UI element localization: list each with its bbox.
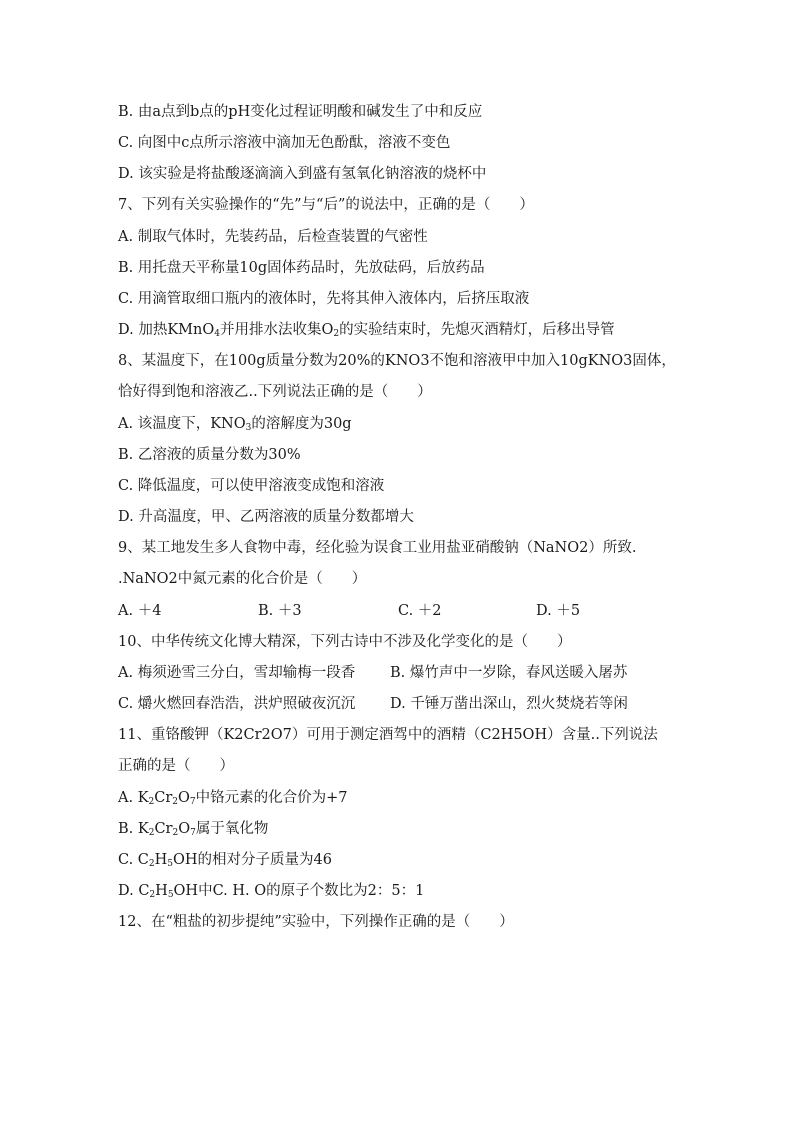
text-segment: OH中C. H. O的原子个数比为2：5：1 — [173, 883, 425, 899]
text-segment: H — [154, 852, 168, 868]
text-segment: Cr — [154, 790, 173, 806]
text-segment: O — [178, 790, 190, 806]
subscript: 2 — [148, 828, 155, 838]
q8-option-d: D. 升高温度，甲、乙两溶液的质量分数都增大 — [118, 509, 414, 525]
text-segment: A. 该温度下，KNO — [118, 416, 246, 432]
subscript: 2 — [148, 797, 155, 807]
q11-option-b — [118, 817, 678, 841]
q8-option-b: B. 乙溶液的质量分数为30% — [118, 447, 301, 463]
q6-option-b: B. 由a点到b点的pH变化过程证明酸和碱发生了中和反应 — [118, 104, 483, 120]
q11-option-a — [118, 786, 678, 810]
subscript: 2 — [333, 329, 340, 339]
q10-option-c: C. 爝火燃回春浩浩，洪炉照破夜沉沉 — [118, 696, 356, 712]
subscript: 5 — [167, 859, 174, 869]
text-segment: 的溶解度为30g — [251, 416, 352, 432]
subscript: 4 — [214, 329, 220, 339]
text-segment: O — [178, 821, 191, 837]
q9-stem-line1: 9、某工地发生多人食物中毒，经化验为误食工业用盐亚硝酸钠（NaNO2）所致. — [118, 540, 637, 556]
q12-stem: 12、在“粗盐的初步提纯”实验中，下列操作正确的是（ ） — [118, 914, 514, 930]
q6-option-c: C. 向图中c点所示溶液中滴加无色酚酞，溶液不变色 — [118, 135, 451, 151]
q11-stem-line2: 正确的是（ ） — [118, 758, 234, 774]
q9-option-d: D. ＋5 — [536, 603, 581, 619]
q9-options — [118, 599, 678, 623]
text-segment: 中铬元素的化合价为+7 — [195, 790, 348, 806]
q7-option-c: C. 用滴管取细口瓶内的液体时，先将其伸入液体内，后挤压取液 — [118, 291, 530, 307]
subscript: 2 — [149, 890, 156, 900]
text-segment: 的实验结束时，先熄灭酒精灯，后移出导管 — [339, 322, 615, 338]
q8-option-a — [118, 412, 678, 436]
q10-option-d: D. 千锤万凿出深山，烈火焚烧若等闲 — [390, 696, 628, 712]
q9-option-c: C. ＋2 — [398, 603, 442, 619]
subscript: 2 — [172, 797, 179, 807]
q8-stem-line1: 8、某温度下，在100g质量分数为20%的KNO3不饱和溶液甲中加入10gKNO3固体， — [118, 353, 676, 369]
text-segment: A. K — [118, 790, 149, 806]
q10-option-b: B. 爆竹声中一岁除，春风送暖入屠苏 — [390, 665, 628, 681]
subscript: 3 — [245, 423, 252, 433]
text-segment: D. C — [118, 883, 150, 899]
q9-option-a: A. ＋4 — [118, 603, 162, 619]
q11-option-d — [118, 879, 678, 903]
subscript: 7 — [189, 797, 196, 807]
q9-stem-line2: .NaNO2中氮元素的化合价是（ ） — [118, 571, 367, 587]
text-segment: OH的相对分子质量为46 — [173, 852, 332, 868]
q6-option-d: D. 该实验是将盐酸逐滴滴入到盛有氢氧化钠溶液的烧杯中 — [118, 166, 487, 182]
q7-option-b: B. 用托盘天平称量10g固体药品时，先放砝码，后放药品 — [118, 260, 485, 276]
subscript: 2 — [148, 859, 155, 869]
text-segment: 并用排水法收集O — [219, 322, 334, 338]
q7-stem: 7、下列有关实验操作的“先”与“后”的说法中，正确的是（ ） — [118, 197, 534, 213]
q8-option-c: C. 降低温度，可以使甲溶液变成饱和溶液 — [118, 478, 385, 494]
q10-options-row2 — [118, 692, 678, 716]
text-segment: D. 加热KMnO — [118, 322, 215, 338]
q11-stem-line1: 11、重铬酸钾（K2Cr2O7）可用于测定酒驾中的酒精（C2H5OH）含量..下列说法 — [118, 727, 658, 743]
q11-option-c — [118, 848, 678, 872]
subscript: 2 — [172, 828, 179, 838]
text-segment: Cr — [154, 821, 173, 837]
q9-option-b: B. ＋3 — [258, 603, 302, 619]
text-segment: H — [155, 883, 168, 899]
text-segment: C. C — [118, 852, 149, 868]
q10-stem: 10、中华传统文化博大精深，下列古诗中不涉及化学变化的是（ ） — [118, 634, 572, 650]
q8-stem-line2: 恰好得到饱和溶液乙..下列说法正确的是（ ） — [118, 384, 432, 400]
q10-options-row1 — [118, 661, 678, 685]
q7-option-a: A. 制取气体时，先装药品，后检查装置的气密性 — [118, 229, 428, 245]
q10-option-a: A. 梅须逊雪三分白，雪却输梅一段香 — [118, 665, 356, 681]
subscript: 5 — [167, 890, 174, 900]
text-segment: 属于氧化物 — [195, 821, 269, 837]
q7-option-d — [118, 318, 678, 342]
subscript: 7 — [190, 828, 196, 838]
text-segment: B. K — [118, 821, 149, 837]
